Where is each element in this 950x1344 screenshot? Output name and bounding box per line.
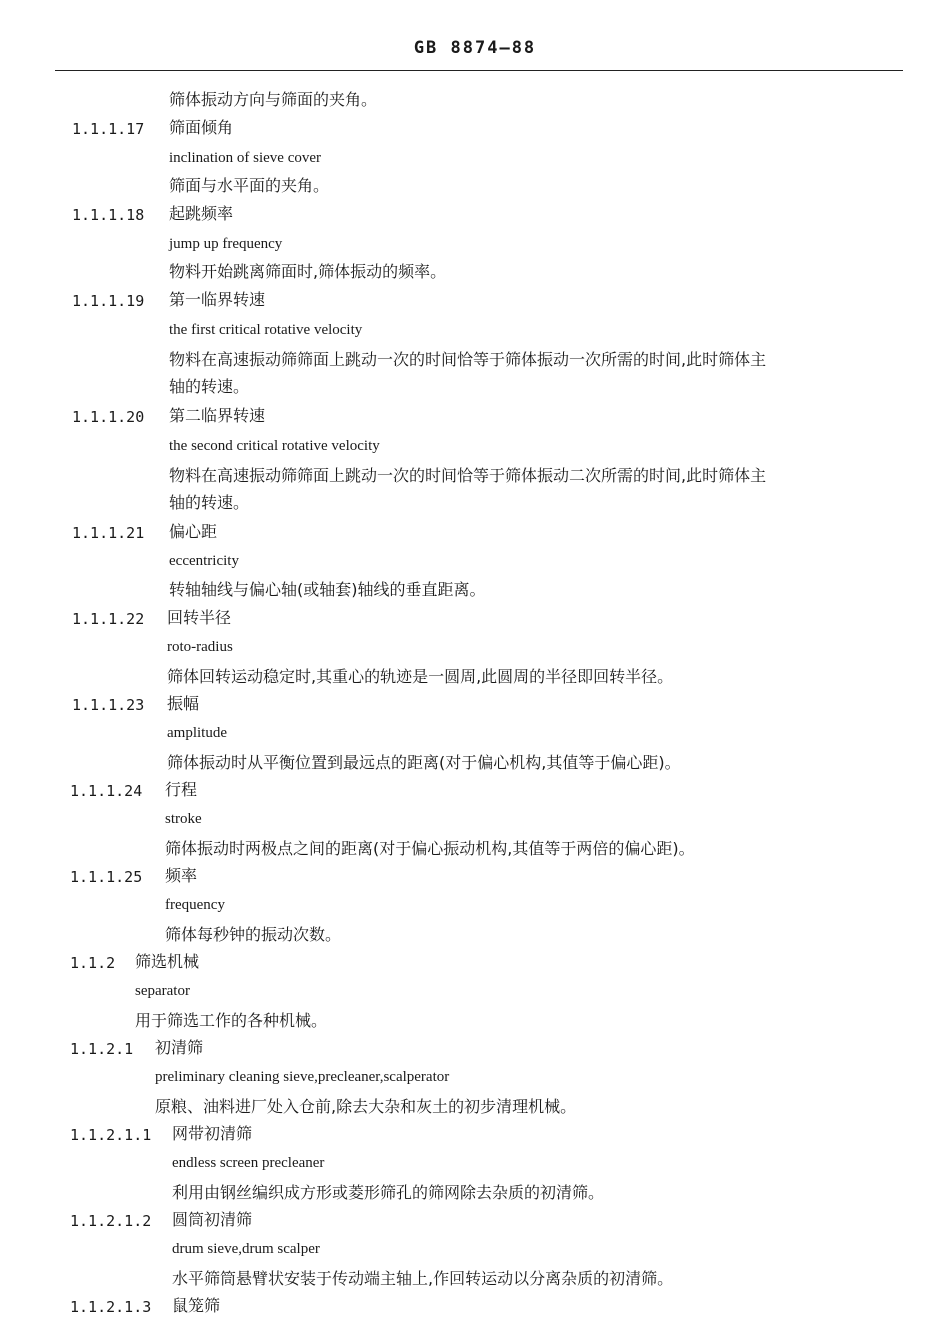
term-english: drum sieve,drum scalper — [172, 1241, 320, 1257]
term-number: 1.1.2.1.1 — [70, 1126, 152, 1144]
term-title: 偏心距 — [169, 522, 218, 541]
term-title: 第一临界转速 — [169, 290, 266, 309]
definition-text: 筛体回转运动稳定时,其重心的轨迹是一圆周,此圆周的半径即回转半径。 — [167, 667, 674, 686]
term-title: 初清筛 — [155, 1038, 204, 1057]
term-english: roto-radius — [167, 639, 233, 655]
term-title: 筛选机械 — [135, 952, 200, 971]
definition-text: 筛体振动方向与筛面的夹角。 — [169, 90, 378, 109]
term-english: endless screen precleaner — [172, 1155, 325, 1171]
term-english: the first critical rotative velocity — [169, 322, 363, 338]
term-number: 1.1.1.21 — [72, 524, 145, 542]
header-rule — [55, 70, 903, 71]
definition-text: 转轴轴线与偏心轴(或轴套)轴线的垂直距离。 — [169, 580, 486, 599]
term-title: 第二临界转速 — [169, 406, 266, 425]
definition-text: 水平筛筒悬臂状安装于传动端主轴上,作回转运动以分离杂质的初清筛。 — [172, 1269, 674, 1288]
term-number: 1.1.1.19 — [72, 292, 145, 310]
term-number: 1.1.1.17 — [72, 120, 145, 138]
term-english: stroke — [165, 811, 202, 827]
term-english: amplitude — [167, 725, 227, 741]
term-title: 筛面倾角 — [169, 118, 234, 137]
term-number: 1.1.1.20 — [72, 408, 145, 426]
term-number: 1.1.1.25 — [70, 868, 143, 886]
term-number: 1.1.1.23 — [72, 696, 145, 714]
term-number: 1.1.1.18 — [72, 206, 145, 224]
term-title: 频率 — [165, 866, 198, 885]
term-english: jump up frequency — [169, 236, 283, 252]
definition-text: 用于筛选工作的各种机械。 — [135, 1011, 328, 1030]
definition-text: 物料开始跳离筛面时,筛体振动的频率。 — [169, 262, 447, 281]
term-english: eccentricity — [169, 553, 239, 569]
term-title: 行程 — [165, 780, 198, 799]
definition-text: 物料在高速振动筛筛面上跳动一次的时间恰等于筛体振动一次所需的时间,此时筛体主 — [169, 350, 767, 369]
term-title: 网带初清筛 — [172, 1124, 253, 1143]
page-header: GB 8874—88 — [413, 38, 537, 58]
term-english: the second critical rotative velocity — [169, 438, 380, 454]
term-number: 1.1.2.1.3 — [70, 1298, 152, 1316]
definition-text: 轴的转速。 — [169, 377, 250, 396]
term-english: separator — [135, 983, 190, 999]
term-number: 1.1.1.22 — [72, 610, 145, 628]
definition-text: 利用由钢丝编织成方形或菱形筛孔的筛网除去杂质的初清筛。 — [172, 1183, 605, 1202]
definition-text: 筛体振动时两极点之间的距离(对于偏心振动机构,其值等于两倍的偏心距)。 — [165, 839, 695, 858]
definition-text: 原粮、油料进厂处入仓前,除去大杂和灰土的初步清理机械。 — [155, 1097, 577, 1116]
term-title: 起跳频率 — [169, 204, 234, 223]
term-number: 1.1.2.1.2 — [70, 1212, 152, 1230]
term-english: frequency — [165, 897, 225, 913]
definition-text: 物料在高速振动筛筛面上跳动一次的时间恰等于筛体振动二次所需的时间,此时筛体主 — [169, 466, 767, 485]
term-number: 1.1.2 — [70, 954, 116, 972]
term-title: 圆筒初清筛 — [172, 1210, 253, 1229]
term-english: inclination of sieve cover — [169, 150, 322, 166]
term-number: 1.1.2.1 — [70, 1040, 134, 1058]
definition-text: 筛体振动时从平衡位置到最远点的距离(对于偏心机构,其值等于偏心距)。 — [167, 753, 681, 772]
definition-text: 轴的转速。 — [169, 493, 250, 512]
definition-text: 筛体每秒钟的振动次数。 — [165, 925, 342, 944]
term-title: 回转半径 — [167, 608, 232, 627]
term-english: preliminary cleaning sieve,precleaner,scalperator — [155, 1069, 450, 1085]
term-title: 鼠笼筛 — [172, 1296, 221, 1315]
term-number: 1.1.1.24 — [70, 782, 143, 800]
definition-text: 筛面与水平面的夹角。 — [169, 176, 330, 195]
term-title: 振幅 — [167, 694, 200, 713]
